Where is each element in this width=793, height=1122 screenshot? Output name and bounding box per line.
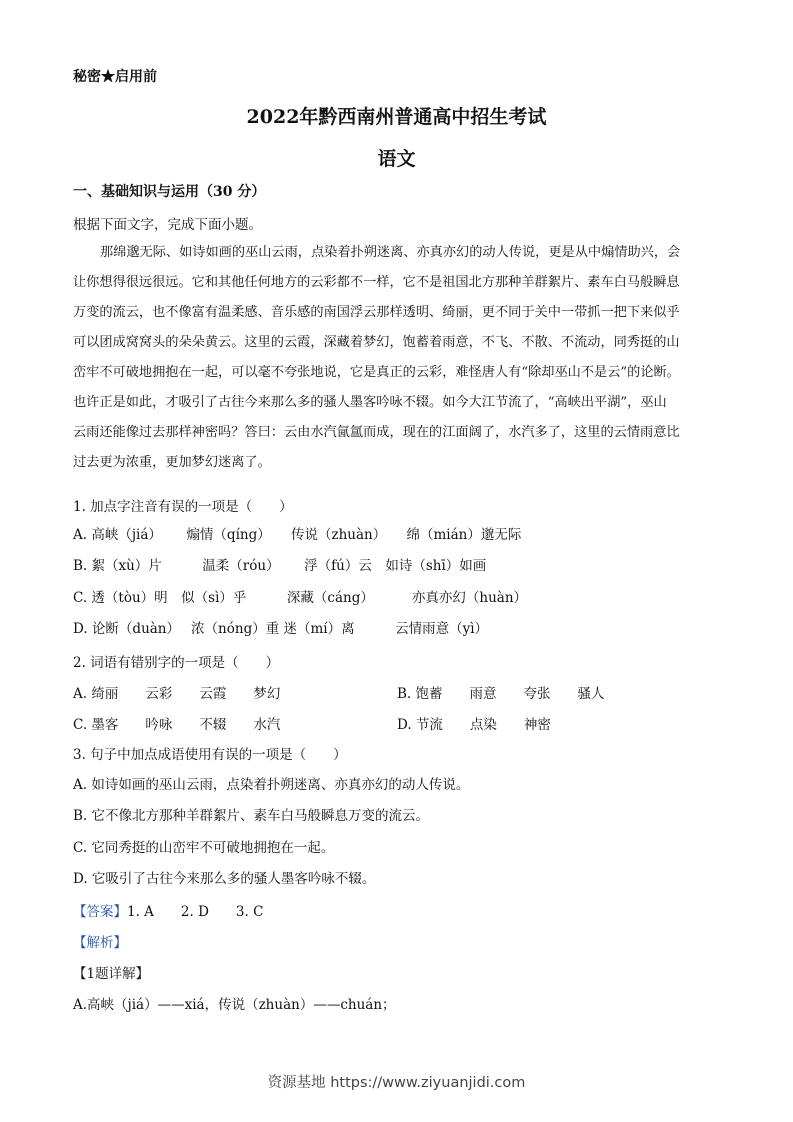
question-1-option-d: D. 论断（duàn） 浓（nóng）重 迷（mí）离 云情雨意（yì） (73, 621, 489, 637)
passage-line: 让你想得很远很远。它和其他任何地方的云彩都不一样，它不是祖国北方那种羊群絮片、素车白马般瞬息 (73, 275, 680, 290)
subject-title: 语文 (377, 148, 416, 170)
reading-passage (73, 238, 723, 478)
section-heading: 一、基础知识与运用（30 分） (73, 184, 266, 200)
footer-watermark: 资源基地 https://www.ziyuanjidi.com (267, 1075, 526, 1091)
passage-line: 云雨还能像过去那样神密吗？答曰：云由水汽氤氲而成，现在的江面阔了，水汽多了，这里的云情雨意比 (73, 425, 680, 440)
passage-line: 峦牢不可破地拥抱在一起，可以毫不夸张地说，它是真正的云彩，难怪唐人有“除却巫山不是云”的论断。 (73, 365, 680, 380)
exam-title: 2022年黔西南州普通高中招生考试 (246, 106, 547, 128)
analysis-label: 【解析】 (73, 935, 127, 951)
answer-line (73, 900, 263, 920)
question-1-option-c: C. 透（tòu）明 似（sì）乎 深藏（cáng） 亦真亦幻（huàn） (73, 590, 528, 606)
detail-line: A.高峡（jiá）——xiá，传说（zhuàn）——chuán； (73, 997, 396, 1013)
answer-text: 1. A 2. D 3. C (127, 904, 264, 920)
question-2-option-b: B. 饱蓄 雨意 夸张 骚人 (397, 686, 605, 702)
passage-line: 也许正是如此，才吸引了古往今来那么多的骚人墨客吟咏不辍。如今大江节流了，“高峡出平湖”，巫山 (73, 395, 667, 410)
section-intro: 根据下面文字，完成下面小题。 (73, 217, 262, 233)
question-3-option-d: D. 它吸引了古往今来那么多的骚人墨客吟咏不辍。 (73, 871, 376, 887)
question-3-option-a: A. 如诗如画的巫山云雨，点染着扑朔迷离、亦真亦幻的动人传说。 (73, 777, 470, 793)
answer-label: 【答案】 (73, 904, 127, 920)
question-2-stem: 2. 词语有错别字的一项是（ ） (73, 655, 280, 671)
question-1-option-b: B. 絮（xù）片 温柔（róu） 浮（fú）云 如诗（shī）如画 (73, 558, 487, 574)
passage-line: 可以团成窝窝头的朵朵黄云。这里的云霞，深藏着梦幻，饱蓄着雨意，不飞、不散、不流动，同秀挺的山 (73, 335, 680, 350)
question-2-option-a: A. 绮丽 云彩 云霞 梦幻 (73, 686, 281, 702)
passage-line: 过去更为浓重，更加梦幻迷离了。 (73, 455, 271, 470)
question-2-option-d: D. 节流 点染 神密 (397, 717, 551, 733)
question-3-option-c: C. 它同秀挺的山峦牢不可破地拥抱在一起。 (73, 840, 335, 856)
question-3-stem: 3. 句子中加点成语使用有误的一项是（ ） (73, 747, 347, 763)
question-1-option-a: A. 高峡（jiá） 煽情（qíng） 传说（zhuàn） 绵（mián）邈无际 (73, 527, 522, 543)
passage-line: 万变的流云，也不像富有温柔感、音乐感的南国浮云那样透明、绮丽，更不同于关中一带抓一把下来似乎 (73, 305, 680, 320)
detail-heading: 【1题详解】 (73, 966, 150, 982)
passage-line: 那绵邈无际、如诗如画的巫山云雨，点染着扑朔迷离、亦真亦幻的动人传说，更是从中煽情助兴，会 (100, 245, 681, 260)
question-3-option-b: B. 它不像北方那种羊群絮片、素车白马般瞬息万变的流云。 (73, 808, 430, 824)
question-1-stem: 1. 加点字注音有误的一项是（ ） (73, 499, 293, 515)
confidential-mark: 秘密★启用前 (73, 69, 157, 85)
question-2-option-c: C. 墨客 吟咏 不辍 水汽 (73, 717, 281, 733)
